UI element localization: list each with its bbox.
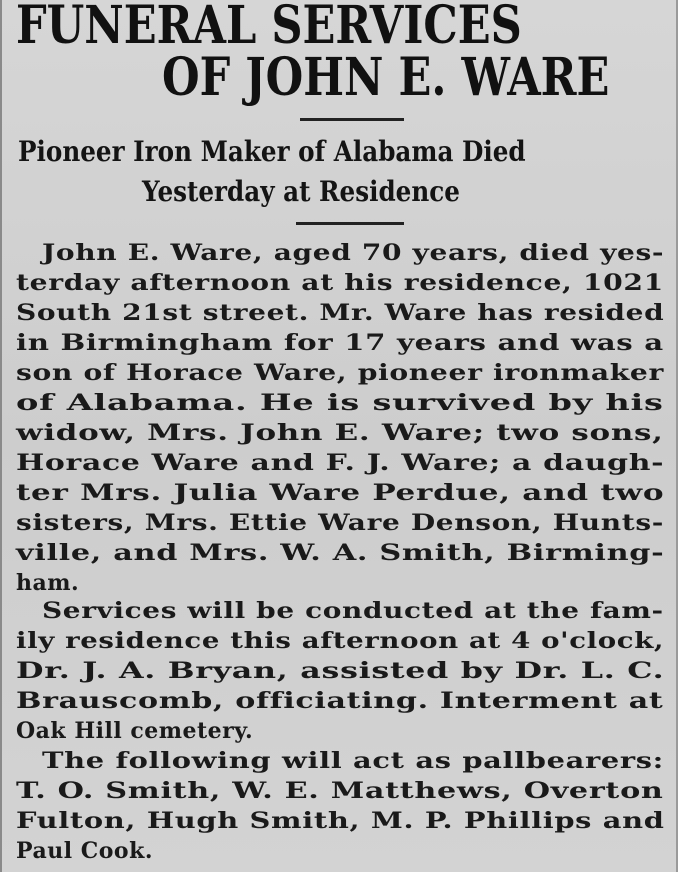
body-line-15: Dr. J. A. Bryan, assisted by Dr. L. C. xyxy=(16,658,665,684)
subheadline-line-2: Yesterday at Residence xyxy=(142,175,460,208)
headline-line-2: OF JOHN E. WARE xyxy=(162,47,610,108)
body-line-12: ham. xyxy=(16,570,80,596)
body-line-8: Horace Ware and F. J. Ware; a daugh- xyxy=(16,450,665,476)
body-line-9: ter Mrs. Julia Ware Perdue, and two xyxy=(16,480,665,506)
body-line-16: Brauscomb, officiating. Interment at xyxy=(16,688,664,714)
body-line-20: Fulton, Hugh Smith, M. P. Phillips and xyxy=(16,808,665,834)
body-line-18: The following will act as pallbearers: xyxy=(42,748,664,774)
body-line-17: Oak Hill cemetery. xyxy=(16,718,254,744)
body-line-5: son of Horace Ware, pioneer ironmaker xyxy=(16,360,664,386)
body-line-21: Paul Cook. xyxy=(16,838,153,864)
headline-line-1: FUNERAL SERVICES xyxy=(16,0,522,56)
body-line-19: T. O. Smith, W. E. Matthews, Overton xyxy=(16,778,664,804)
body-line-14: ily residence this afternoon at 4 o'clock, xyxy=(16,628,665,654)
body-line-10: sisters, Mrs. Ettie Ware Denson, Hunts- xyxy=(16,510,665,536)
headline-divider xyxy=(300,118,404,121)
body-line-4: in Birmingham for 17 years and was a xyxy=(16,330,664,356)
body-line-6: of Alabama. He is survived by his xyxy=(16,390,664,416)
body-line-7: widow, Mrs. John E. Ware; two sons, xyxy=(16,420,664,446)
subheadline-divider xyxy=(296,222,404,225)
body-line-1: John E. Ware, aged 70 years, died yes- xyxy=(42,240,665,266)
body-line-13: Services will be conducted at the fam- xyxy=(42,598,664,624)
body-line-2: terday afternoon at his residence, 1021 xyxy=(16,270,664,296)
subheadline-line-1: Pioneer Iron Maker of Alabama Died xyxy=(18,135,526,168)
body-line-11: ville, and Mrs. W. A. Smith, Birming- xyxy=(16,540,665,566)
body-line-3: South 21st street. Mr. Ware has resided xyxy=(16,300,665,326)
